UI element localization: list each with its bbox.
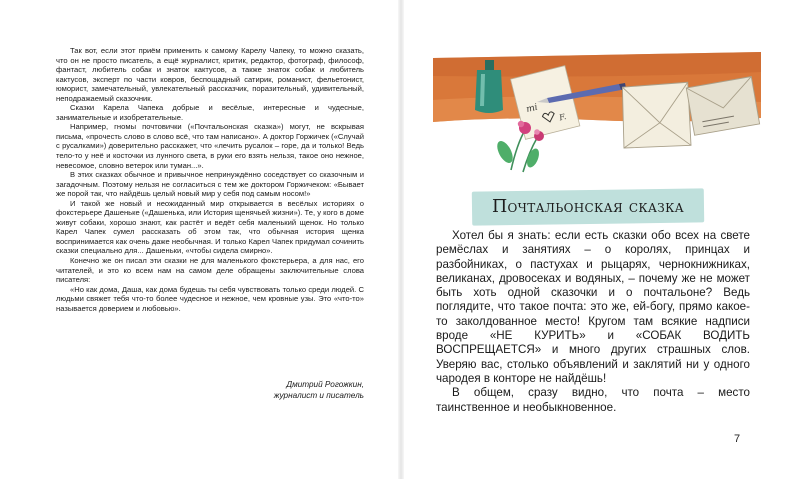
right-page-text bbox=[436, 229, 750, 415]
left-paragraph: Так вот, если этот приём применить к самому Карелу Чапеку, то можно сказать, что он не просто писатель, а ещё журналист, критик, редактор, фотограф, философ, фантаст, любитель собак и знаток кактусов, а также знаток собак и любитель кактусов, эксперт по части ковров, беспощадный сатирик, романист, фельетонист, юморист, замечательный, увлекательный рассказчик, поразительный, удивительный, неподражаемый сказочник. bbox=[56, 46, 364, 103]
book-gutter bbox=[398, 0, 404, 479]
right-paragraph: В общем, сразу видно, что почта – место таинственное и необыкновенное. bbox=[436, 386, 750, 414]
signature-name: Дмитрий Рогожкин, bbox=[286, 380, 364, 389]
left-page-text bbox=[56, 46, 364, 313]
author-signature bbox=[56, 380, 364, 401]
left-paragraph: В этих сказках обычное и привычное непринуждённо соседствует со сказочным и загадочным. Поэтому нельзя не согласиться с тем же доктором Горжичеком: «Бывает же порой так, что найдёшь целый новый мир у себя под самым носом!» bbox=[56, 170, 364, 199]
left-paragraph: «Но как дома, Даша, как дома будешь ты себя чувствовать только среди людей. С людьми свяжет тебя что-то более чудесное и нежное, чем кровные узы. Это «что-то» называется доверием и любовью». bbox=[56, 284, 364, 313]
right-paragraph: Хотел бы я знать: если есть сказки обо всех на свете ремёслах и занятиях – о королях, принцах и разбойниках, о пастухах и рыцарях, чернокнижниках, великанах, дровосеках и водяных, – почему же не может быть хоть одной сказочки и о почтальоне? Ведь поглядите, что такое почта: это же, ей-богу, прямо какое-то заколдованное место! Кругом там всякие надписи вроде «НЕ КУРИТЬ» и «СОБАК ВОДИТЬ ВОСПРЕЩАЕТСЯ» и много других страшных слов. Уверяю вас, столько объявлений и заклятий ни у одного чародея в конторе не найдёшь! bbox=[436, 229, 750, 385]
mail-illustration bbox=[433, 52, 761, 176]
left-paragraph: Например, гномы почтовички («Почтальонская сказка») могут, не вскрывая письма, «прочесть слово в слово всё, что там написано». А доктор Горжичек («Случай с русалками») доверительно расскажет, что «лечить русалок – горе, да и только! Ведь тело-то у неё и косточки из лунного света, в руки его взять нельзя, такое оно нежное, невесомое, словно ветерок или туман...». bbox=[56, 122, 364, 170]
left-paragraph: И такой же новый и неожиданный мир открывается в весёлых историях о фокстерьере Дашеньке («Дашенька, или История щенячьей жизни»). Те, у кого в доме живут собаки, хорошо знают, как растёт и ведёт себя маленький щенок. Но только Карел Чапек сумел рассказать об этом так, что обычная история щенка воспринимается как очень даже необычная. И только Карел Чапек придумал сочинить сказки специально для... Дашеньки, «чтобы сидела смирно». bbox=[56, 198, 364, 256]
note-text-mi: mi bbox=[525, 102, 539, 116]
chapter-title: Почтальонская сказка bbox=[491, 197, 685, 217]
left-paragraph: Сказки Карела Чапека добрые и весёлые, интересные и чудесные, занимательные и изобретательные. bbox=[56, 103, 364, 122]
note-text-f: F. bbox=[558, 111, 568, 123]
left-paragraph: Конечно же он писал эти сказки не для маленького фокстерьера, а для нас, его читателей, и это ко всем нам на самом деле обращены заключительные слова писателя: bbox=[56, 256, 364, 285]
page-number: 7 bbox=[734, 433, 741, 445]
signature-role: журналист и писатель bbox=[273, 390, 364, 400]
